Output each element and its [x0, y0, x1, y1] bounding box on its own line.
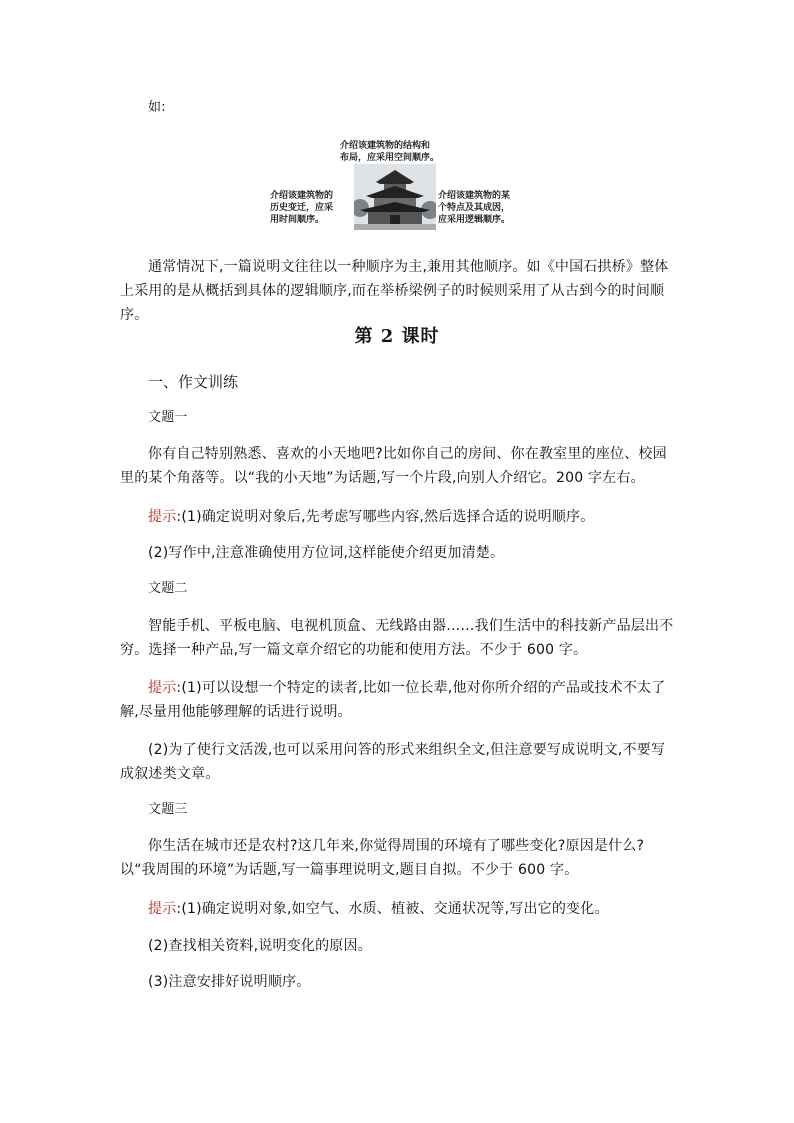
topic1-body: 你有自己特别熟悉、喜欢的小天地吧?比如你自己的房间、你在教室里的座位、校园里的某个角落等。以“我的小天地”为话题,写一个片段,向别人介绍它。200 字左右。	[120, 446, 667, 486]
lesson-title: 第 2 课时	[354, 326, 440, 347]
topic3-hint2: (2)查找相关资料,说明变化的原因。	[148, 938, 372, 954]
topic3-hint3: (3)注意安排好说明顺序。	[148, 974, 311, 990]
figure-caption-left: 介绍该建筑物的 历史变迁，应采 用时间顺序。	[270, 191, 334, 225]
topic3-heading: 文题三	[148, 802, 188, 817]
hint-label: 提示	[148, 680, 177, 696]
summary-paragraph: 通常情况下,一篇说明文往往以一种顺序为主,兼用其他顺序。如《中国石拱桥》整体上采用的是从概括到具体的逻辑顺序,而在举桥梁例子的时候则采用了从古到今的时间顺序。	[120, 259, 669, 323]
hint-label: 提示	[148, 509, 177, 525]
topic3-body: 你生活在城市还是农村?这几年来,你觉得周围的环境有了哪些变化?原因是什么?以“我周围的环境”为话题,写一篇事理说明文,题目自拟。不少于 600 字。	[120, 838, 645, 878]
topic1-hint1: 提示:(1)确定说明对象后,先考虑写哪些内容,然后选择合适的说明顺序。	[148, 509, 595, 525]
topic2-heading: 文题二	[148, 581, 188, 596]
topic2-hint1: 提示:(1)可以设想一个特定的读者,比如一位长辈,他对你所介绍的产品或技术不太了解,尽量用他能够理解的话进行说明。	[120, 680, 666, 720]
section-title: 一、作文训练	[148, 373, 239, 391]
pavilion-image	[354, 164, 436, 230]
topic3-hint1: 提示:(1)确定说明对象,如空气、水质、植被、交通状况等,写出它的变化。	[148, 901, 609, 917]
hint-label: 提示	[148, 901, 177, 917]
figure-caption-top: 介绍该建筑物的结构和 布局，应采用空间顺序。	[340, 141, 440, 163]
building-figure	[262, 140, 530, 234]
intro-label: 如:	[148, 100, 166, 115]
topic1-heading: 文题一	[148, 410, 188, 425]
figure-caption-right: 介绍该建筑物的某 个特点及其成因， 应采用逻辑顺序。	[438, 191, 511, 225]
topic2-hint2: (2)为了使行文活泼,也可以采用问答的形式来组织全文,但注意要写成说明文,不要写成叙述类文章。	[120, 742, 666, 782]
topic2-body: 智能手机、平板电脑、电视机顶盒、无线路由器……我们生活中的科技新产品层出不穷。选择一种产品,写一篇文章介绍它的功能和使用方法。不少于 600 字。	[120, 618, 674, 658]
topic1-hint2: (2)写作中,注意准确使用方位词,这样能使介绍更加清楚。	[148, 545, 505, 561]
